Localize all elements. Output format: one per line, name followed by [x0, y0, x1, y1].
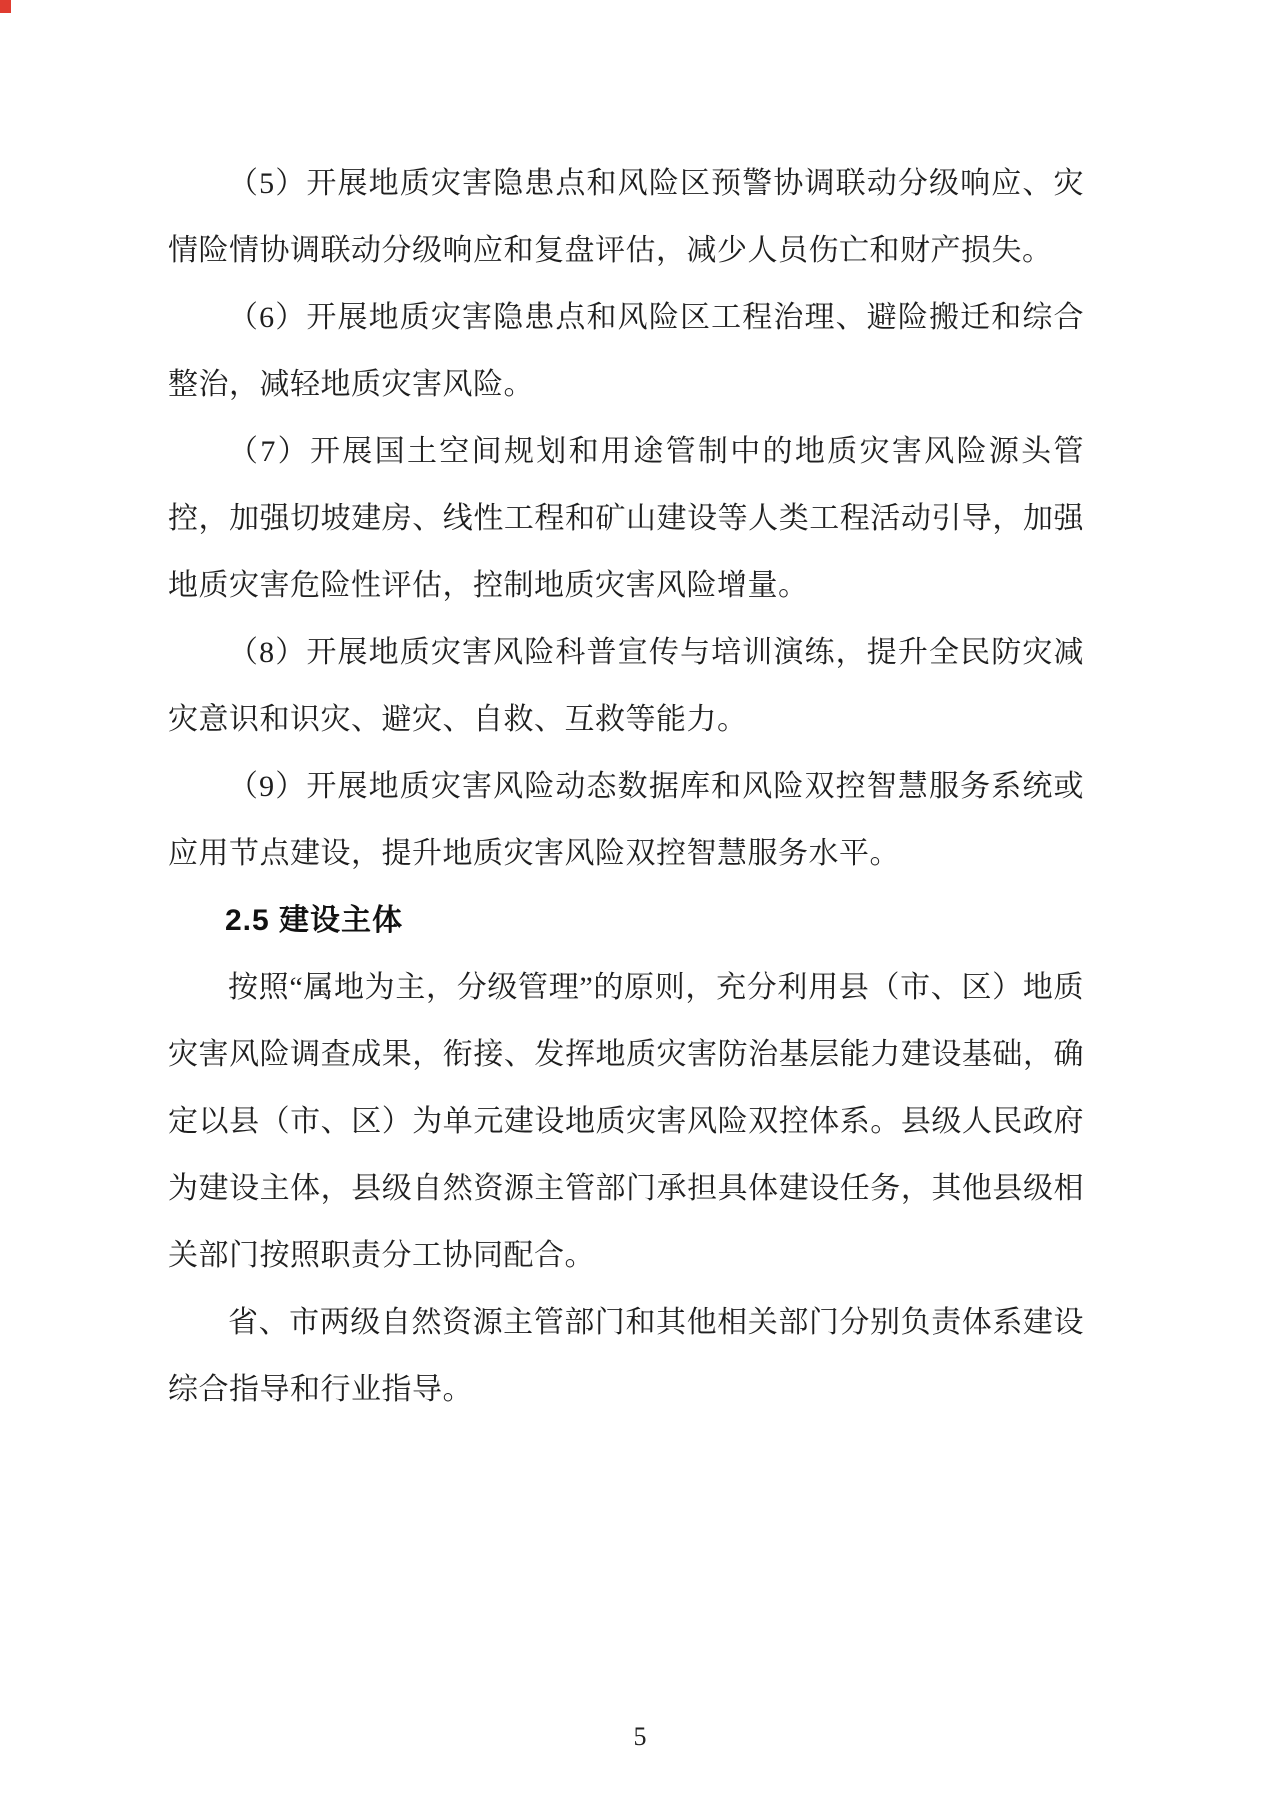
paragraph-item-6: （6）开展地质灾害隐患点和风险区工程治理、避险搬迁和综合整治，减轻地质灾害风险。	[168, 301, 1084, 401]
document-content	[168, 150, 1084, 1423]
paragraph-item-8: （8）开展地质灾害风险科普宣传与培训演练，提升全民防灾减灾意识和识灾、避灾、自救、互救等能力。	[168, 636, 1084, 736]
paragraph-item-5: （5）开展地质灾害隐患点和风险区预警协调联动分级响应、灾情险情协调联动分级响应和复盘评估，减少人员伤亡和财产损失。	[168, 167, 1084, 267]
page-number: 5	[633, 1722, 647, 1751]
paragraph-construction-body: 按照“属地为主，分级管理”的原则，充分利用县（市、区）地质灾害风险调查成果，衔接、发挥地质灾害防治基层能力建设基础，确定以县（市、区）为单元建设地质灾害风险双控体系。县级人民政府为建设主体，县级自然资源主管部门承担具体建设任务，其他县级相关部门按照职责分工协同配合。	[168, 971, 1084, 1272]
paragraph-item-9: （9）开展地质灾害风险动态数据库和风险双控智慧服务系统或应用节点建设，提升地质灾害风险双控智慧服务水平。	[168, 770, 1084, 870]
paragraph-item-7: （7）开展国土空间规划和用途管制中的地质灾害风险源头管控，加强切坡建房、线性工程和矿山建设等人类工程活动引导，加强地质灾害危险性评估，控制地质灾害风险增量。	[168, 435, 1084, 602]
paragraph-guidance: 省、市两级自然资源主管部门和其他相关部门分别负责体系建设综合指导和行业指导。	[168, 1306, 1084, 1406]
section-heading-2-5: 2.5 建设主体	[225, 904, 404, 937]
page-footer	[0, 1722, 1280, 1752]
scan-artifact-mark	[0, 0, 11, 13]
